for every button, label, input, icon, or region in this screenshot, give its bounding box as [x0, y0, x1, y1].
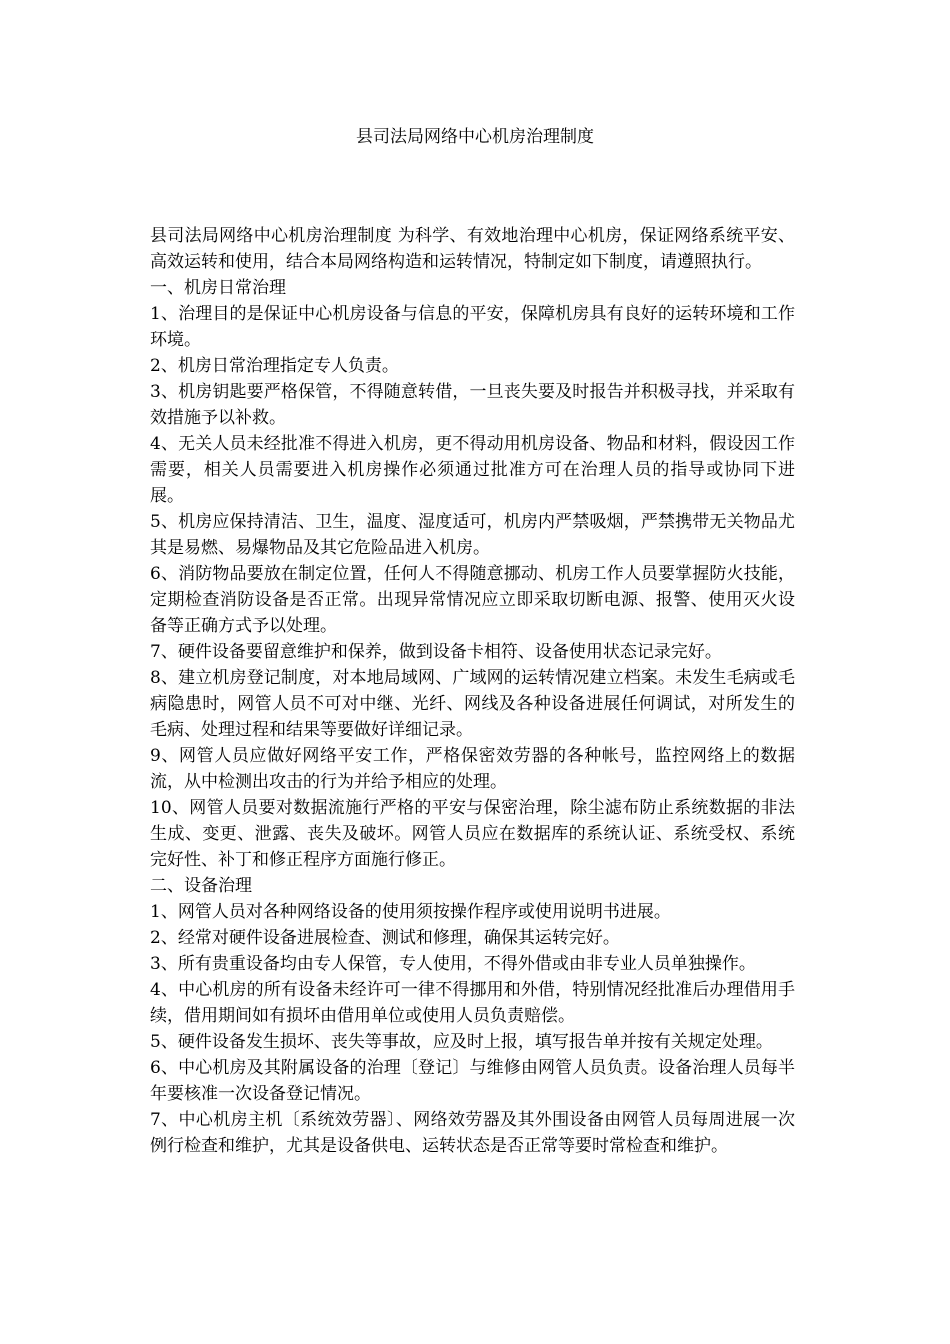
list-item: 6、中心机房及其附属设备的治理〔登记〕与维修由网管人员负责。设备治理人员每半年要核准一次设备登记情况。	[150, 1058, 795, 1104]
list-item: 7、硬件设备要留意维护和保养，做到设备卡相符、设备使用状态记录完好。	[150, 642, 722, 662]
list-item: 4、无关人员未经批准不得进入机房，更不得动用机房设备、物品和材料，假设因工作需要，相关人员需要进入机房操作必须通过批准方可在治理人员的指导或协同下进展。	[150, 434, 795, 506]
intro-paragraph: 县司法局网络中心机房治理制度 为科学、有效地治理中心机房，保证网络系统平安、高效运转和使用，结合本局网络构造和运转情况，特制定如下制度，请遵照执行。	[150, 226, 795, 272]
list-item: 1、网管人员对各种网络设备的使用须按操作程序或使用说明书进展。	[150, 902, 671, 922]
list-item: 7、中心机房主机〔系统效劳器〕、网络效劳器及其外围设备由网管人员每周进展一次例行检查和维护，尤其是设备供电、运转状态是否正常等要时常检查和维护。	[150, 1110, 795, 1156]
list-item: 1、治理目的是保证中心机房设备与信息的平安，保障机房具有良好的运转环境和工作环境。	[150, 304, 795, 350]
list-item: 10、网管人员要对数据流施行严格的平安与保密治理，除尘滤布防止系统数据的非法生成、变更、泄露、丧失及破坏。网管人员应在数据库的系统认证、系统受权、系统完好性、补丁和修正程序方面施行修正。	[150, 798, 795, 870]
list-item: 4、中心机房的所有设备未经许可一律不得挪用和外借，特别情况经批准后办理借用手续，借用期间如有损坏由借用单位或使用人员负责赔偿。	[150, 980, 795, 1026]
list-item: 2、机房日常治理指定专人负责。	[150, 356, 399, 376]
list-item: 5、机房应保持清洁、卫生，温度、湿度适可，机房内严禁吸烟，严禁携带无关物品尤其是易燃、易爆物品及其它危险品进入机房。	[150, 512, 795, 558]
list-item: 6、消防物品要放在制定位置，任何人不得随意挪动、机房工作人员要掌握防火技能，定期检查消防设备是否正常。出现异常情况应立即采取切断电源、报警、使用灭火设备等正确方式予以处理。	[150, 564, 795, 636]
list-item: 3、机房钥匙要严格保管，不得随意转借，一旦丧失要及时报告并积极寻找，并采取有效措施予以补救。	[150, 382, 795, 428]
document-title: 县司法局网络中心机房治理制度	[356, 127, 594, 147]
section-heading-daily-management: 一、机房日常治理	[150, 278, 286, 298]
list-item: 5、硬件设备发生损坏、丧失等事故，应及时上报，填写报告单并按有关规定处理。	[150, 1032, 773, 1052]
section-heading-equipment-management: 二、设备治理	[150, 876, 252, 896]
document-body	[150, 223, 795, 1159]
list-item: 2、经常对硬件设备进展检查、测试和修理，确保其运转完好。	[150, 928, 620, 948]
list-item: 8、建立机房登记制度，对本地局域网、广域网的运转情况建立档案。未发生毛病或毛病隐患时，网管人员不可对中继、光纤、网线及各种设备进展任何调试，对所发生的毛病、处理过程和结果等要做好详细记录。	[150, 668, 795, 740]
list-item: 9、网管人员应做好网络平安工作，严格保密效劳器的各种帐号，监控网络上的数据流，从中检测出攻击的行为并给予相应的处理。	[150, 746, 795, 792]
list-item: 3、所有贵重设备均由专人保管，专人使用，不得外借或由非专业人员单独操作。	[150, 954, 756, 974]
